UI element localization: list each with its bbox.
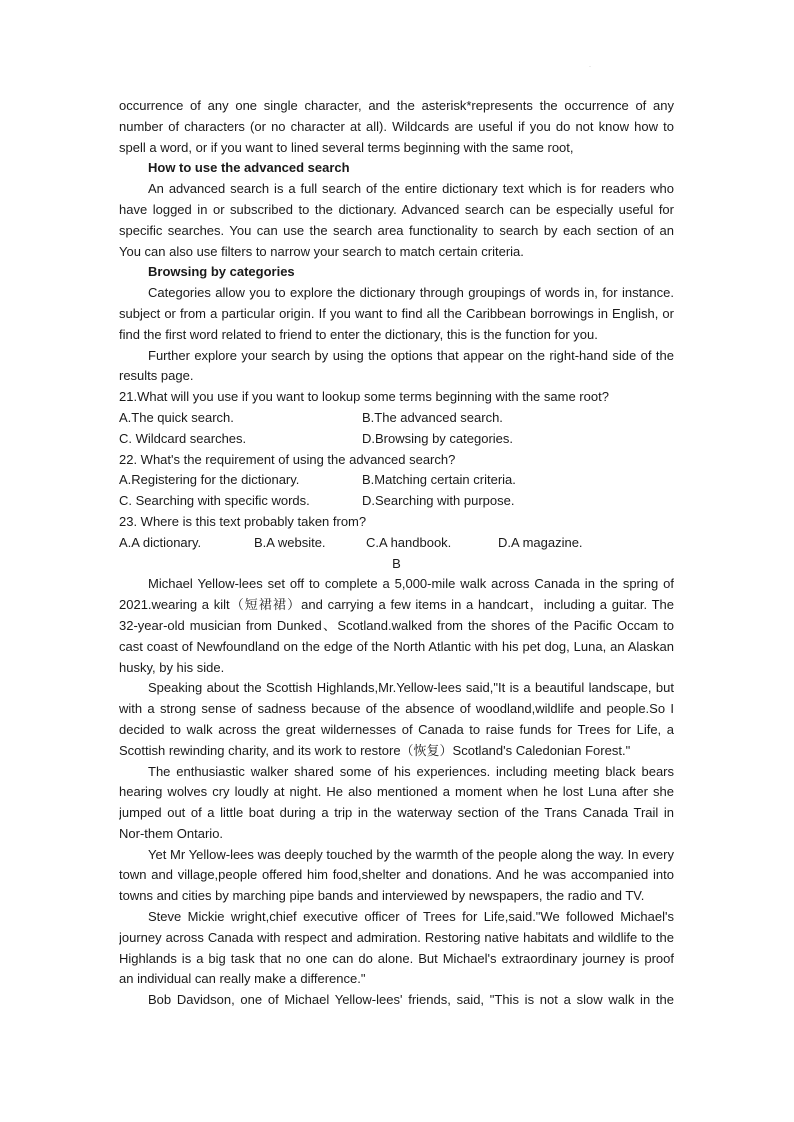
option-d: D.Browsing by categories. (362, 430, 514, 446)
question-22 (119, 450, 674, 512)
text-line: Yet Mr Yellow-lees was deeply touched by the warmth of the people along the way. In every (148, 846, 674, 862)
text-line: Highlands is a big task that no one can do alone. But Michael's extraordinary journey is proof (119, 950, 674, 966)
text-line: hearing wolves cry loudly at night. He also mentioned a moment when he lost Luna after she (119, 784, 674, 800)
option-d: D.A magazine. (498, 534, 583, 550)
text-line: occurrence of any one single character, and the asterisk*represents the occurrence of any (119, 98, 674, 113)
question-23 (119, 512, 674, 554)
option-c: C. Wildcard searches. (119, 430, 247, 446)
option-b: B.A website. (254, 534, 326, 550)
text-line: find the first word related to friend to enter the dictionary, this is the function for you. (119, 326, 598, 342)
text-line: 2021.wearing a kilt（短裙裙）and carrying a few items in a handcart，including a guitar. The (119, 597, 674, 613)
text-line: an individual can really make a difference." (119, 971, 366, 987)
passage-b (119, 574, 674, 1011)
text-line: have logged in or subscribed to the dictionary. Advanced search can be especially useful for (119, 201, 674, 217)
option-b: B.Matching certain criteria. (362, 472, 516, 488)
option-row (119, 408, 674, 429)
question-stem: 23. Where is this text probably taken from? (119, 513, 367, 529)
text-line: husky, by his side. (119, 659, 225, 675)
option-a: A.A dictionary. (119, 534, 202, 550)
section-heading: How to use the advanced search (148, 160, 350, 176)
option-a: A.Registering for the dictionary. (119, 472, 300, 488)
text-line: subject or from a particular origin. If you want to find all the Caribbean borrowings in English, or (119, 305, 674, 321)
text-line: town and village,people offered him food,shelter and donations. And he was accompanied into (119, 867, 674, 883)
text-line: with a strong sense of sadness because of the absence of woodland,wildlife and people.So I (119, 701, 674, 717)
text-line: number of characters (or no character at all). Wildcards are useful if you do not know how to (119, 118, 674, 134)
question-21 (119, 387, 674, 449)
text-line: specific searches. You can use the search area functionality to search by each section of an (119, 222, 674, 238)
text-line: Categories allow you to explore the dictionary through groupings of words in, for instance. (148, 285, 674, 301)
text-line: jumped out of a little boat during a trip in the waterway section of the Trans Canada Trail in (119, 805, 674, 821)
text-line: 32-year-old musician from Dunked、Scotland.walked from the shores of the Pacific Occam to (119, 617, 674, 633)
text-line: Further explore your search by using the options that appear on the right-hand side of the (148, 347, 674, 363)
text-line: You can also use filters to narrow your search to match certain criteria. (119, 243, 524, 259)
text-line: decided to walk across the great wildernesses of Canada to raise funds for Trees for Life, a (119, 721, 674, 737)
text-line: Steve Mickie wright,chief executive officer of Trees for Life,said."We followed Michael's (148, 909, 674, 925)
option-b: B.The advanced search. (362, 409, 503, 425)
option-a: A.The quick search. (119, 409, 234, 425)
option-c: C. Searching with specific words. (119, 493, 310, 509)
text-line: Michael Yellow-lees set off to complete a 5,000-mile walk across Canada in the spring of (148, 576, 674, 592)
text-line: Nor-them Ontario. (119, 825, 224, 841)
text-line: spell a word, or if you want to lined several terms beginning with the same root, (119, 139, 574, 155)
option-row (119, 533, 674, 554)
passage-a (119, 96, 674, 387)
text-line: Speaking about the Scottish Highlands,Mr.Yellow-lees said,"It is a beautiful landscape, but (148, 680, 674, 696)
text-line: An advanced search is a full search of the entire dictionary text which is for readers who (148, 181, 674, 197)
option-d: D.Searching with purpose. (362, 493, 515, 509)
header-mark: · (589, 64, 591, 70)
option-c: C.A handbook. (366, 534, 452, 550)
text-line: Scottish rewinding charity, and its work to restore（恢复）Scotland's Caledonian Forest." (119, 742, 631, 758)
section-b-label: B (392, 555, 401, 571)
text-line: Bob Davidson, one of Michael Yellow-lees' friends, said, "This is not a slow walk in the (148, 992, 674, 1008)
text-line: cast coast of Newfoundland on the edge of the North Atlantic with his pet dog, Luna, an Alaskan (119, 638, 674, 654)
option-row (119, 491, 674, 512)
option-row (119, 429, 674, 450)
document-page (119, 96, 674, 1011)
text-line: towns and cities by marching pipe bands and interviewed by newspapers, the radio and TV. (119, 888, 645, 904)
question-stem: 21.What will you use if you want to lookup some terms beginning with the same root? (119, 389, 609, 405)
section-heading: Browsing by categories (148, 264, 295, 280)
text-line: The enthusiastic walker shared some of his experiences. including meeting black bears (148, 763, 674, 779)
text-line: journey across Canada with respect and admiration. Restoring native habitats and wildlife to the (119, 929, 674, 945)
option-row (119, 470, 674, 491)
text-line: results page. (119, 368, 194, 384)
question-stem: 22. What's the requirement of using the advanced search? (119, 451, 456, 467)
